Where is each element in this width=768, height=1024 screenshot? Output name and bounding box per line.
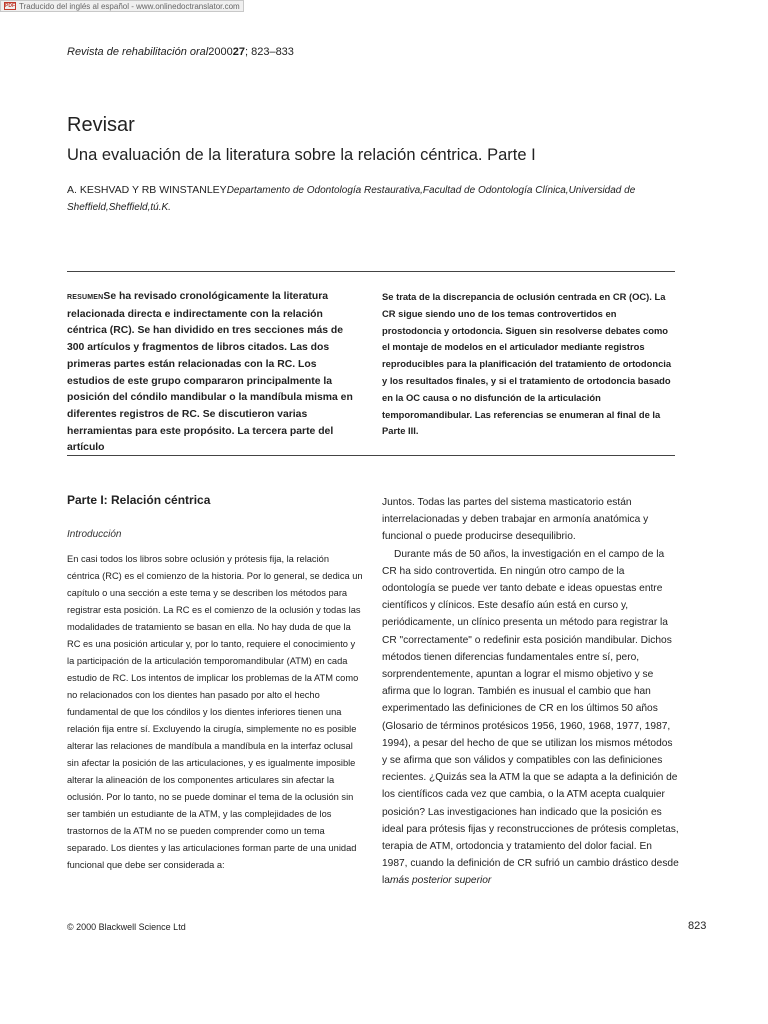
body-right-column (382, 494, 679, 890)
body-paragraph: Juntos. Todas las partes del sistema masticatorio están interrelacionadas y deben trabajar en armonía anatómica y funcional o puede producirse desequilibrio. (382, 497, 649, 543)
part-heading: Parte I: Relación céntrica (67, 493, 211, 507)
translator-banner[interactable] (0, 0, 244, 12)
footer-copyright: © 2000 Blackwell Science Ltd (67, 922, 186, 932)
abstract-left-text: Se ha revisado cronológicamente la literatura relacionada directa e indirectamente con la relación céntrica (RC). Se han dividido en tres secciones más de 300 artículos y fragmentos de libros citados. Las dos primeras partes están relacionadas con la RC. Los estudios de este grupo compararon principalmente la posición del cóndilo mandibular o la mandíbula misma en diferentes registros de RC. Se discutieron varias herramientas para este propósito. La tercera parte del artículo (67, 291, 353, 454)
banner-text[interactable]: Traducido del inglés al español - www.onlinedoctranslator.com (19, 1, 240, 11)
journal-pages: ; 823–833 (244, 46, 294, 58)
body-left-column (67, 551, 363, 874)
body-paragraph: En casi todos los libros sobre oclusión y prótesis fija, la relación céntrica (RC) es el comienzo de la historia. Por lo general, se dedica un capítulo o una sección a este tema y se describen los métodos para registrar esta posición. La RC es el comienzo de la oclusión y todas las modalidades de tratamiento se basan en ella. No hay duda de que la RC es una posición articular y, por lo tanto, requiere el conocimiento y la participación de la articulación temporomandibular (ATM) en cada estudio de RC. Los intentos de implicar los problemas de la ATM como no relacionados con los dientes han pasado por alto el hecho fundamental de que los cóndilos y los dientes inferiores tienen una relación fija entre sí. Excluyendo la cirugía, simplemente no es posible alterar las relaciones de mandíbula a mandíbula en la interfaz oclusal sin afectar la posición de las articulaciones, y es igualmente imposible alterar la alineación de los componentes articulares sin afectar la oclusión. Por lo tanto, no se puede dominar el tema de la oclusión sin ser también un estudiante de la ATM, y las complejidades de los trastornos de la ATM no se pueden comprender como un tema separado. Los dientes y las articulaciones forman parte de una unidad funcional que debe ser considerada a: (67, 554, 363, 870)
section-label: Revisar (67, 114, 135, 136)
authors-line (67, 182, 667, 216)
intro-heading: Introducción (67, 529, 122, 540)
abstract-right-column: Se trata de la discrepancia de oclusión centrada en CR (OC). La CR sigue siendo uno de los temas controvertidos en prostodoncia y ortodoncia. Siguen sin resolverse debates como el montaje de modelos en el articulador mediante registros reproducibles para la planificación del tratamiento de ortodoncia y los resultados finales, y si el tratamiento de ortodoncia basado en la OC causa o no disfunción de la articulación temporomandibular. Las referencias se enumeran al final de la Parte III. (382, 291, 672, 437)
journal-volume: 27 (232, 46, 245, 58)
author-affiliation: Departamento de Odontología Restaurativa,Facultad de Odontología Clínica,Universidad de Sheffield,Sheffield,tú.K. (67, 185, 636, 213)
abstract-keyword: RESUMEN (67, 294, 104, 301)
body-paragraph (382, 546, 679, 890)
journal-citation (67, 46, 294, 58)
pdf-icon: PDF (5, 3, 15, 9)
article-title: Una evaluación de la literatura sobre la relación céntrica. Parte I (67, 146, 536, 164)
abstract-bottom-rule (67, 455, 675, 456)
author-names: A. KESHVAD Y RB WINSTANLEY (67, 184, 227, 196)
abstract-top-rule (67, 271, 675, 272)
page-number: 823 (688, 920, 707, 932)
journal-name: Revista de rehabilitación oral (67, 46, 209, 58)
italic-phrase: más posterior superior (389, 875, 492, 887)
journal-year: 2000 (208, 46, 233, 58)
body-text: Durante más de 50 años, la investigación en el campo de la CR ha sido controvertida. En ningún otro campo de la odontología se puede ver tanto debate e ideas opuestas entre científicos y clínicos. Este desafío aún está en curso y, periódicamente, un clínico presenta un método para registrar la CR "correctamente" o redefinir esta posición mandibular. Dichos métodos tienen diferencias fundamentales entre sí, pero, sorprendentemente, apuntan a lograr el mismo objetivo y se afirma que lo logran. También es inusual el cambio que han experimentado las definiciones de CR en los últimos 50 años (Glosario de términos protésicos 1956, 1960, 1968, 1977, 1987, 1994), a pesar del hecho de que se utilizan los mismos métodos y se afirma que son válidos y compatibles con las definiciones recientes. ¿Quizás sea la ATM la que se adapta a la definición de los científicos cada vez que cambia, o la ATM acepta cualquier posición? Las investigaciones han indicado que la posición es ideal para prótesis fijas y reconstrucciones de prótesis completas, terapia de ATM, ortodoncia y tratamiento del dolor facial. En 1987, cuando la definición de CR sufrió un cambio drástico desde la (382, 548, 679, 887)
abstract-left-column (67, 289, 362, 457)
